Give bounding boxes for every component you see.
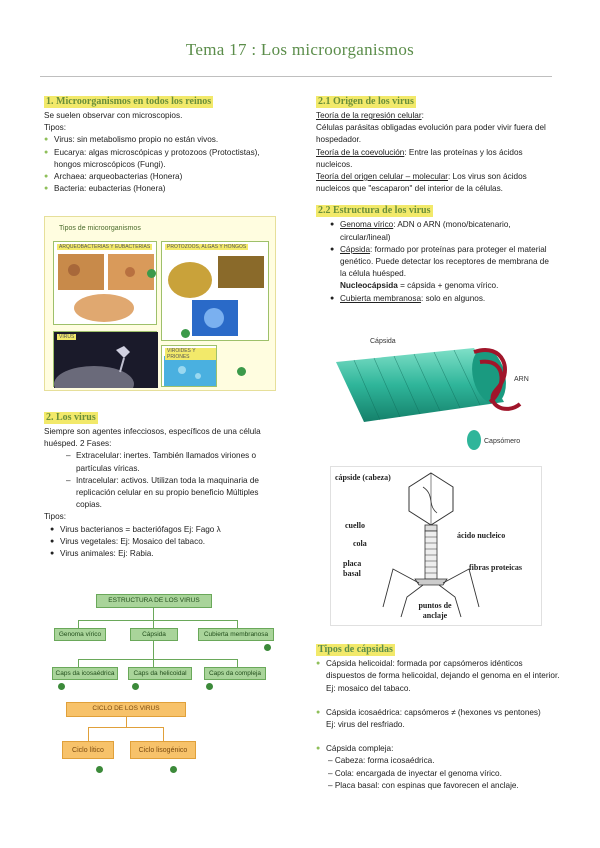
sound-icon [132,683,139,690]
sound-icon [58,683,65,690]
fc-connector [88,727,89,741]
virus-types-list [44,524,284,561]
fc-connector [153,620,154,628]
capsid-label: Cápsida [370,338,396,345]
list-item: ● Virus vegetales: Ej: Mosaico del tabaco. [50,536,284,548]
fc-connector [78,659,79,667]
list-item: ● Cubierta membranosa: solo en algunos. [330,293,556,305]
bacteria-box [53,241,157,325]
sound-icon [147,269,156,278]
anchor-points-label: puntos de anclaje [418,601,452,620]
fc-connector [126,717,127,727]
list-item: – Placa basal: con espinas que favorecen el anclaje. [328,780,519,790]
fc-connector [153,641,154,659]
neck-label: cuello [345,521,365,530]
fc-connector [153,608,154,620]
fc-complex: Caps da compleja [204,667,266,680]
list-item: ● Cápsida compleja: [316,743,562,755]
head-label: cápside (cabeza) [335,473,391,482]
fc-connector [153,659,154,667]
sound-icon [170,766,177,773]
theory-1-text: Células parásitas obligadas evolución para poder vivir fuera del hospedador. [316,123,546,145]
section-2-heading: 2. Los virus [46,412,96,423]
fc-connector [163,727,164,741]
theory-1-title: Teoría de la regresión celular [316,111,422,120]
fc-structure-title: ESTRUCTURA DE LOS VIRUS [96,594,212,608]
capsid-types-heading: Tipos de cápsidas [318,644,393,655]
list-item: ● Genoma vírico: ADN o ARN (mono/bicatenario, circular/lineal) [330,219,556,243]
fc-helical: Caps da helicoidal [128,667,192,680]
right-column: 2.1 Origen de los virus Teoría de la regresión celular: Células parásitas obligadas evolución para poder vivir fuera del hospedador. Teoría de la coevolución: Entre las proteínas y los ácidos nucleicos. Teoría del origen celular – molecular: Los virus son ácidos nucleicos que "escaparon" del interior de la células. 2.2 Estructura de los virus ● Genoma vírico: ADN o ARN (mono/bicatenario, circular/lineal) ● Cápsida: formado por proteínas para proteger el material genético. Puede detectar los receptores de membrana de la célula huésped. Nucleocápsida = cápsida + genoma vírico. ● Cubierta membranosa: solo en algunos. [316,96,556,305]
capsid-types-list-3 [316,743,562,755]
fc-connector [78,620,79,628]
capsomere-label: Capsómero [484,438,521,445]
section-1-types-label: Tipos: [44,123,66,133]
phases-list [44,450,284,511]
fc-cycle-title: CICLO DE LOS VIRUS [66,702,186,717]
list-item: ● Cápsida helicoidal: formada por capsómeros idénticos dispuestos de forma helicoidal, dejando el genoma en el interior. Ej: mosaico del tabaco. [316,658,562,695]
virus-box-label: VIRUS [59,334,75,340]
fc-membrane: Cubierta membranosa [198,628,274,641]
nucleocapsid-label: Nucleocápsida [340,281,398,291]
section-2-intro: Siempre son agentes infecciosos, específicos de una célula huésped. 2 Fases: [44,427,261,449]
list-item: – Intracelular: activos. Utilizan toda la maquinaria de replicación celular en su propio beneficio Múltiples copias. [66,475,284,512]
fc-connector [237,659,238,667]
nucleic-acid-label: ácido nucleico [457,531,506,540]
section-22-heading: 2.2 Estructura de los virus [318,205,431,217]
sound-icon [96,766,103,773]
virus-image [54,332,158,388]
list-item: – Cabeza: forma icosaédrica. [328,756,435,766]
list-item: ● Cápsida icosaédrica: capsómeros ≠ (hexones vs pentones) [316,707,562,719]
bacteriophage-figure [330,466,542,626]
list-item: ● Bacteria: eubacterias (Honera) [44,183,284,195]
rna-label: ARN [514,376,529,383]
capsid-types-section [316,644,562,792]
complex-subitems [316,755,562,792]
fc-connector [78,659,238,660]
list-item: ● Virus: sin metabolismo propio no están vivos. [44,134,284,146]
list-item: ● Virus bacterianos = bacteriófagos Ej: Fago λ [50,524,284,536]
section-21-heading: 2.1 Origen de los virus [318,96,414,107]
theory-2-text: : Entre las proteínas y los ácidos nucleicos. [316,147,523,169]
virus-box [53,331,157,387]
protozoa-box-label: PROTOZOOS, ALGAS Y HONGOS [167,244,247,250]
sound-icon [264,644,271,651]
list-item: – Cola: encargada de inyectar el genoma vírico. [328,768,502,778]
fc-icosahedral: Caps da icosaédrica [52,667,118,680]
list-item: ● Archaea: arqueobacterias (Honera) [44,171,284,183]
section-1-intro: Se suelen observar con microscopios. [44,111,183,120]
nucleocapsid-text: = cápsida + genoma vírico. [397,281,499,291]
viroids-box [161,345,217,387]
protozoa-image [162,242,270,342]
fc-connector [88,727,164,728]
microorganisms-panel [44,216,276,391]
bacteria-box-label: ARQUEOBACTERIAS Y EUBACTERIAS [59,244,151,250]
protein-fibers-label: fibras proteicas [469,563,522,572]
capsid-types-list-2 [316,707,562,719]
sound-icon [206,683,213,690]
icosa-example: Ej: virus del resfriado. [326,720,405,730]
capsid-types-list [316,658,562,695]
left-column [44,96,284,195]
protozoa-box [161,241,269,341]
helical-capsid-figure [334,332,534,458]
list-item: ● Cápsida: formado por proteínas para proteger el material genético. Puede detectar los receptores de membrana de la célula huésped. [330,244,556,281]
fc-connector [78,620,238,621]
fc-capsid: Cápsida [130,628,178,641]
fc-lysogenic: Ciclo lisogénico [130,741,196,759]
list-item: ● Virus animales: Ej: Rabia. [50,548,284,560]
structure-list-2 [316,293,556,305]
fc-genome: Genoma vírico [54,628,106,641]
viroids-box-label: VIROIDES Y PRIONES [165,348,216,360]
section-1-heading: 1. Microorganismos en todos los reinos [46,96,212,107]
structure-list [316,219,556,280]
tail-label: cola [353,539,367,548]
sound-icon [237,367,246,376]
theory-2-title: Teoría de la coevolución [316,147,405,157]
section-2 [44,412,284,560]
fc-connector [237,620,238,628]
bacteria-image [54,242,158,326]
theory-3-title: Teoría del origen celular – molecular [316,172,448,182]
fc-lytic: Ciclo lítico [62,741,114,759]
sound-icon [181,329,190,338]
list-item: – Extracelular: inertes. También llamados viriones o partículas víricas. [66,450,284,474]
base-plate-label: placa basal [343,559,362,578]
panel-title: Tipos de microorganismos [59,225,141,232]
section-1-list [44,134,284,195]
page-title: Tema 17 : Los microorganismos [185,40,415,59]
title-divider [40,76,552,77]
list-item: ● Eucarya: algas microscópicas y protozoos (Protoctistas), hongos microscópicos (Fungi). [44,147,284,171]
theory-3-text: : Los virus son ácidos nucleicos que "escaparon" del interior de la células. [316,172,527,194]
section-2-types-label: Tipos: [44,512,66,522]
